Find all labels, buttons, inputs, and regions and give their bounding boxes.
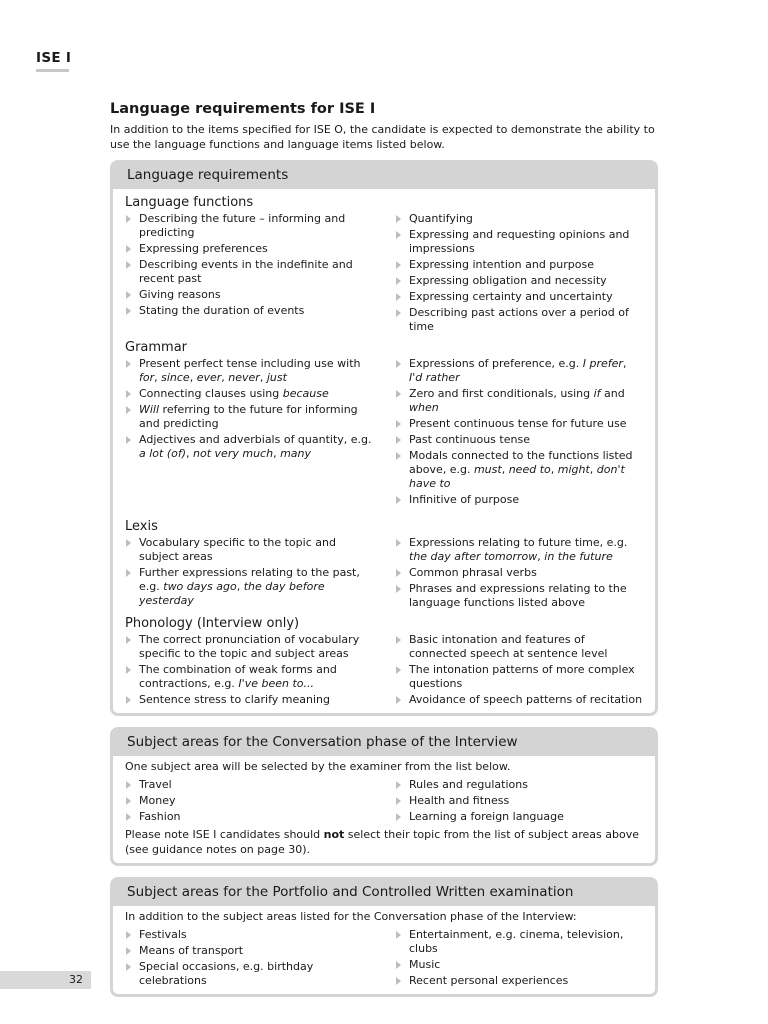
functions-heading: Language functions bbox=[125, 195, 254, 210]
panel-title: Language requirements bbox=[113, 163, 655, 189]
list-item: The combination of weak forms and contractions, e.g. I've been to... bbox=[125, 663, 373, 691]
phonology-heading: Phonology (Interview only) bbox=[125, 616, 300, 631]
list-item: Giving reasons bbox=[125, 288, 373, 302]
list-item: Further expressions relating to the past, e.g. two days ago, the day before yesterday bbox=[125, 566, 373, 608]
list-item: Common phrasal verbs bbox=[395, 566, 643, 580]
list-item: Expressing intention and purpose bbox=[395, 258, 643, 272]
portfolio-areas-panel bbox=[110, 877, 658, 997]
conversation-areas-panel bbox=[110, 727, 658, 866]
list-item: Expressing obligation and necessity bbox=[395, 274, 643, 288]
list-item: Entertainment, e.g. cinema, television, clubs bbox=[395, 928, 643, 956]
list-item: Money bbox=[125, 794, 373, 808]
list-item: Recent personal experiences bbox=[395, 974, 643, 988]
list-item: Expressing preferences bbox=[125, 242, 373, 256]
list-item: Describing past actions over a period of time bbox=[395, 306, 643, 334]
list-item: Present continuous tense for future use bbox=[395, 417, 643, 431]
list-item: Sentence stress to clarify meaning bbox=[125, 693, 373, 707]
list-item: Connecting clauses using because bbox=[125, 387, 373, 401]
lexis-list-right bbox=[395, 536, 643, 610]
list-item: Expressing and requesting opinions and impressions bbox=[395, 228, 643, 256]
lexis-list-left bbox=[125, 536, 373, 608]
portfolio-list-left bbox=[125, 928, 373, 988]
panel-body bbox=[113, 906, 655, 994]
conversation-columns bbox=[125, 778, 643, 826]
conversation-list-right bbox=[395, 778, 643, 824]
list-item: Will referring to the future for informing and predicting bbox=[125, 403, 373, 431]
list-item: Phrases and expressions relating to the language functions listed above bbox=[395, 582, 643, 610]
lexis-heading: Lexis bbox=[125, 519, 158, 534]
list-item: Stating the duration of events bbox=[125, 304, 373, 318]
list-item: Vocabulary specific to the topic and subject areas bbox=[125, 536, 373, 564]
phonology-columns bbox=[125, 633, 643, 709]
list-item: Past continuous tense bbox=[395, 433, 643, 447]
list-item: Describing events in the indefinite and recent past bbox=[125, 258, 373, 286]
list-item: Music bbox=[395, 958, 643, 972]
list-item: Present perfect tense including use with for, since, ever, never, just bbox=[125, 357, 373, 385]
lexis-columns bbox=[125, 536, 643, 612]
panel-body bbox=[113, 189, 655, 713]
list-item: Fashion bbox=[125, 810, 373, 824]
panel-title: Subject areas for the Conversation phase of the Interview bbox=[113, 730, 655, 756]
list-item: Zero and first conditionals, using if and when bbox=[395, 387, 643, 415]
conversation-list-left bbox=[125, 778, 373, 824]
functions-columns bbox=[125, 212, 643, 336]
portfolio-columns bbox=[125, 928, 643, 990]
list-item: Basic intonation and features of connected speech at sentence level bbox=[395, 633, 643, 661]
panel-title: Subject areas for the Portfolio and Controlled Written examination bbox=[113, 880, 655, 906]
header-rule bbox=[36, 69, 69, 72]
list-item: Expressing certainty and uncertainty bbox=[395, 290, 643, 304]
main-content bbox=[110, 101, 658, 1008]
panel-lead: One subject area will be selected by the examiner from the list below. bbox=[125, 760, 511, 773]
panel-lead: In addition to the subject areas listed for the Conversation phase of the Interview: bbox=[125, 910, 577, 923]
list-item: Avoidance of speech patterns of recitation bbox=[395, 693, 643, 707]
grammar-list-right bbox=[395, 357, 643, 507]
language-requirements-panel bbox=[110, 160, 658, 716]
list-item: Festivals bbox=[125, 928, 373, 942]
grammar-columns bbox=[125, 357, 643, 509]
list-item: Adjectives and adverbials of quantity, e.g. a lot (of), not very much, many bbox=[125, 433, 373, 461]
list-item: Rules and regulations bbox=[395, 778, 643, 792]
panel-body bbox=[113, 756, 655, 863]
grammar-heading: Grammar bbox=[125, 340, 188, 355]
functions-list-left bbox=[125, 212, 373, 318]
phonology-list-right bbox=[395, 633, 643, 707]
list-item: Describing the future – informing and predicting bbox=[125, 212, 373, 240]
portfolio-list-right bbox=[395, 928, 643, 988]
page-number: 32 bbox=[69, 973, 83, 986]
list-item: Modals connected to the functions listed above, e.g. must, need to, might, don't have to bbox=[395, 449, 643, 491]
functions-list-right bbox=[395, 212, 643, 334]
list-item: Means of transport bbox=[125, 944, 373, 958]
list-item: Expressions relating to future time, e.g. the day after tomorrow, in the future bbox=[395, 536, 643, 564]
section-intro: In addition to the items specified for ISE O, the candidate is expected to demonstrate the ability to use the language functions and language items listed below. bbox=[110, 123, 655, 151]
list-item: The correct pronunciation of vocabulary specific to the topic and subject areas bbox=[125, 633, 373, 661]
list-item: Quantifying bbox=[395, 212, 643, 226]
list-item: Expressions of preference, e.g. I prefer, I'd rather bbox=[395, 357, 643, 385]
list-item: Health and fitness bbox=[395, 794, 643, 808]
grammar-list-left bbox=[125, 357, 373, 461]
list-item: Travel bbox=[125, 778, 373, 792]
phonology-list-left bbox=[125, 633, 373, 707]
page-number-bar bbox=[0, 971, 91, 989]
section-title: Language requirements for ISE I bbox=[110, 101, 376, 117]
list-item: The intonation patterns of more complex questions bbox=[395, 663, 643, 691]
list-item: Learning a foreign language bbox=[395, 810, 643, 824]
list-item: Special occasions, e.g. birthday celebrations bbox=[125, 960, 373, 988]
guidance-note: Please note ISE I candidates should not select their topic from the list of subject areas above (see guidance notes on page 30). bbox=[125, 828, 639, 856]
running-header: ISE I bbox=[36, 50, 72, 66]
list-item: Infinitive of purpose bbox=[395, 493, 643, 507]
